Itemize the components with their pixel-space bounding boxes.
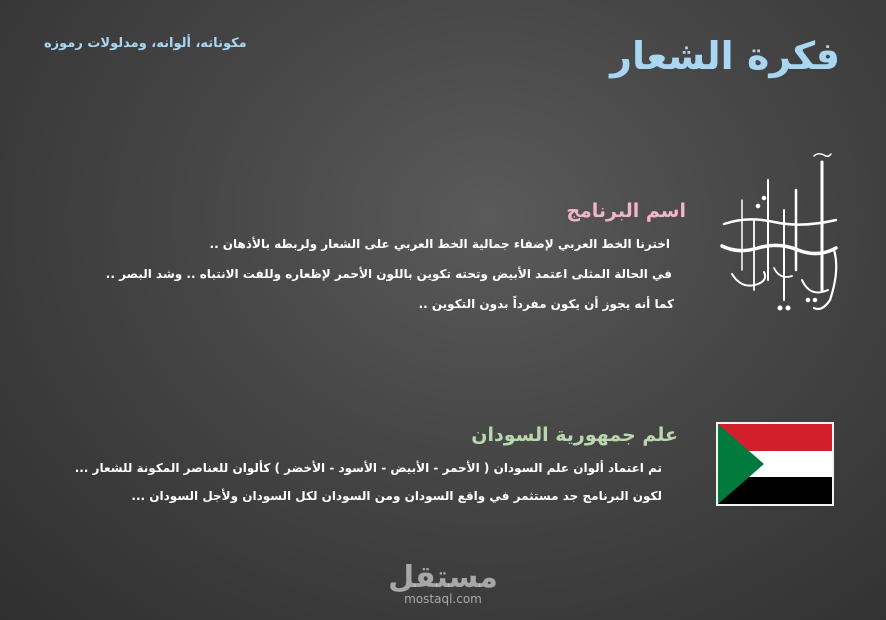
flag-line-2: لكون البرنامج جد مستثمر في واقع السودان ومن السودان لكل السودان ولأجل السودان ... [131, 489, 662, 503]
program-line-3: كما أنه يجوز أن يكون مفرداً بدون التكوين .. [418, 297, 674, 311]
flag-line-1: تم اعتماد ألوان علم السودان ( الأحمر - الأبيض - الأسود - الأخضر ) كألوان للعناصر المكونة للشعار ... [74, 461, 662, 475]
page-title: فكرة الشعار [610, 34, 840, 78]
program-name-heading: اسم البرنامج [566, 200, 686, 222]
watermark-logo: مستقل [388, 560, 498, 595]
calligraphy-logo-icon [718, 150, 840, 315]
program-line-1: اخترنا الخط العربي لإضفاء جمالية الخط العربي على الشعار ولربطه بالأذهان .. [209, 237, 670, 251]
page-subtitle: مكوناته، ألوانه، ومدلولات رموزه [44, 36, 247, 51]
program-line-2: في الحالة المثلى اعتمد الأبيض وتحته تكوين باللون الأحمر لإظعاره وللفت الانتباه .. وشد البصر .. [105, 267, 672, 281]
sudan-flag-icon [716, 422, 834, 506]
sudan-flag-heading: علم جمهورية السودان [471, 424, 678, 446]
watermark-url: mostaql.com [404, 592, 482, 606]
